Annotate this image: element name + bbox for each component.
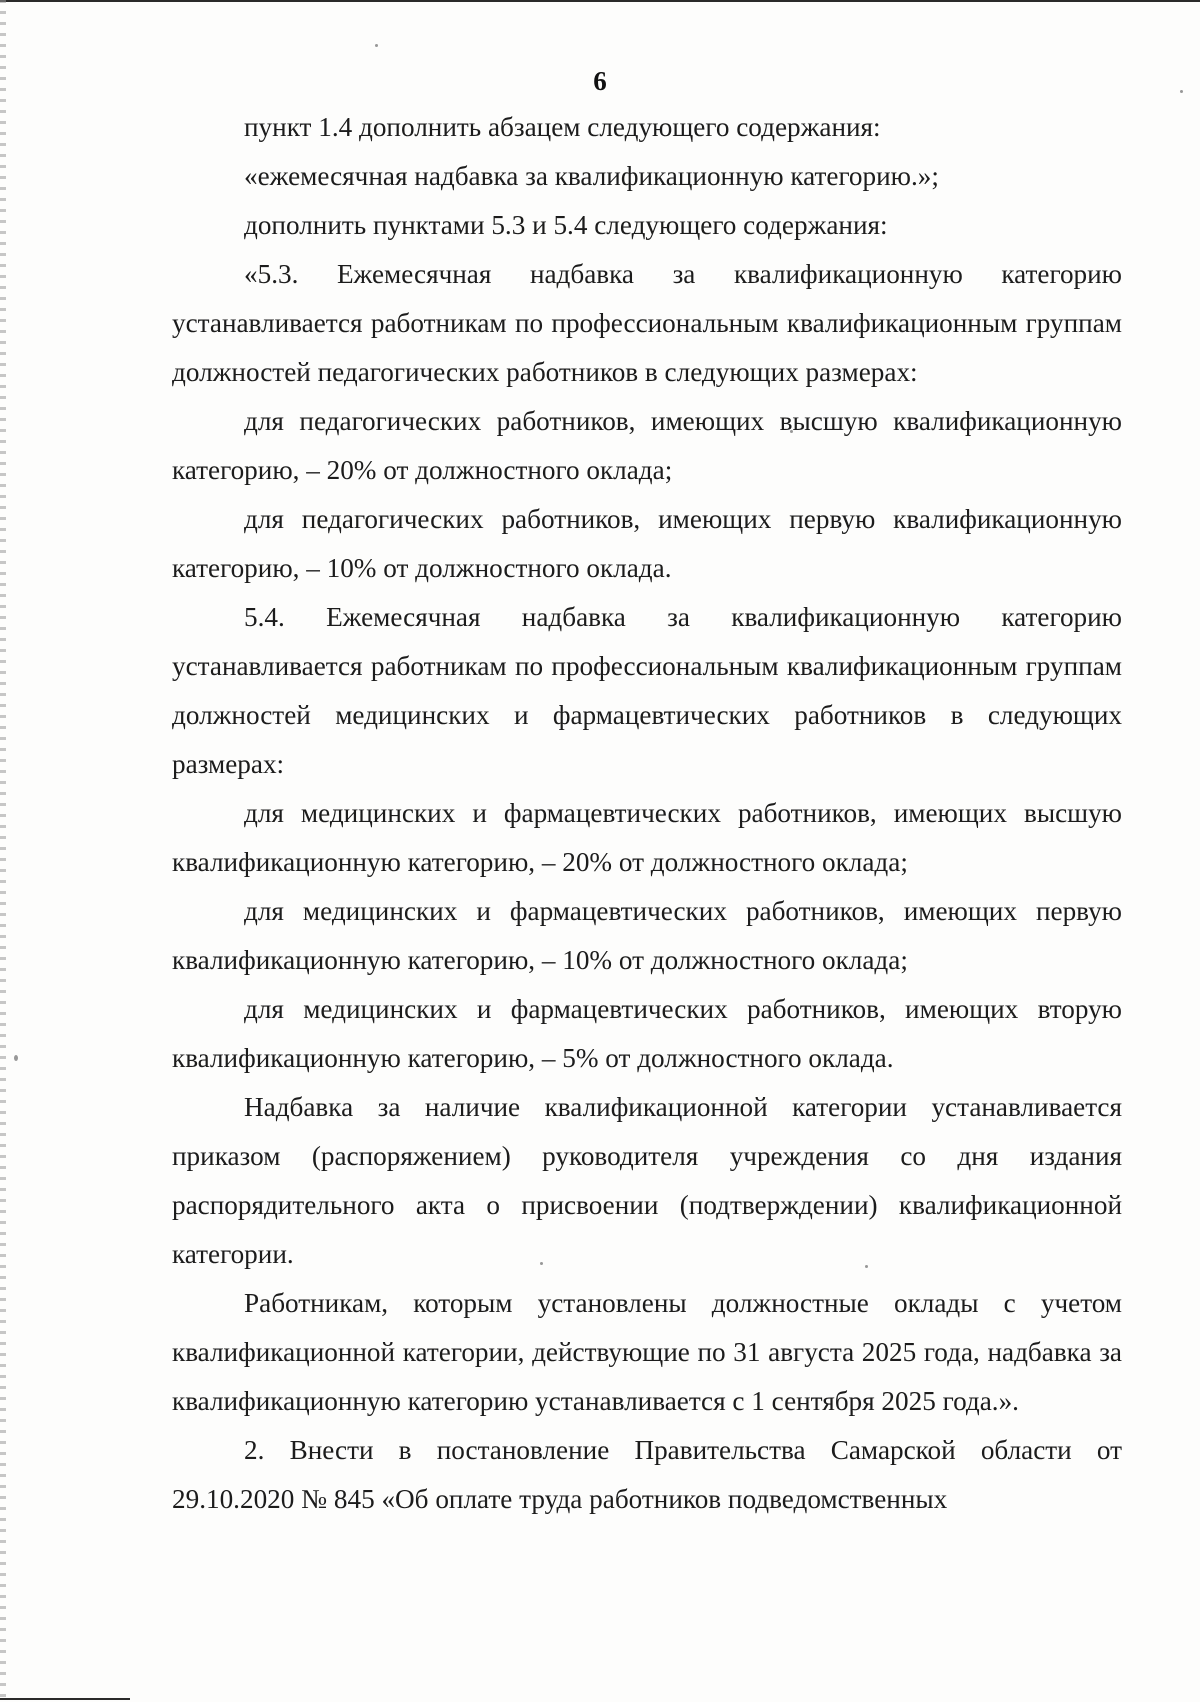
- paragraph: 5.4. Ежемесячная надбавка за квалификационную категорию устанавливается работникам по профессиональным квалификационным группам должностей медицинских и фармацевтических работников в следующих размерах:: [172, 602, 1122, 779]
- document-body: [172, 103, 1122, 1524]
- paragraph: для медицинских и фармацевтических работников, имеющих высшую квалификационную категорию, – 20% от должностного оклада;: [172, 798, 1122, 877]
- paragraph: для медицинских и фармацевтических работников, имеющих вторую квалификационную категорию, – 5% от должностного оклада.: [172, 994, 1122, 1073]
- page-number: 6: [593, 66, 607, 96]
- paragraph: «5.3. Ежемесячная надбавка за квалификационную категорию устанавливается работникам по профессиональным квалификационным группам должностей педагогических работников в следующих размерах:: [172, 259, 1122, 387]
- scan-speck: [375, 44, 378, 47]
- paragraph: для медицинских и фармацевтических работников, имеющих первую квалификационную категорию, – 10% от должностного оклада;: [172, 896, 1122, 975]
- paragraph: Надбавка за наличие квалификационной категории устанавливается приказом (распоряжением) руководителя учреждения со дня издания распорядительного акта о присвоении (подтверждении) квалификационной категории.: [172, 1092, 1122, 1269]
- paragraph: пункт 1.4 дополнить абзацем следующего содержания:: [244, 112, 881, 142]
- scan-left-edge-noise: [0, 0, 6, 1702]
- paragraph: для педагогических работников, имеющих первую квалификационную категорию, – 10% от должностного оклада.: [172, 504, 1122, 583]
- scan-top-border: [0, 0, 1200, 2]
- paragraph: дополнить пунктами 5.3 и 5.4 следующего содержания:: [244, 210, 888, 240]
- paragraph: «ежемесячная надбавка за квалификационную категорию.»;: [244, 161, 939, 191]
- paragraph: Работникам, которым установлены должностные оклады с учетом квалификационной категории, действующие по 31 августа 2025 года, надбавка за квалификационную категорию устанавливается с 1 сентября 2025 года.».: [172, 1288, 1122, 1416]
- paragraph: 2. Внести в постановление Правительства Самарской области от 29.10.2020 № 845 «Об оплате труда работников подведомственных: [172, 1435, 1122, 1514]
- scan-speck: [14, 1055, 18, 1061]
- scan-bottom-border: [0, 1698, 130, 1700]
- paragraph: для педагогических работников, имеющих высшую квалификационную категорию, – 20% от должностного оклада;: [172, 406, 1122, 485]
